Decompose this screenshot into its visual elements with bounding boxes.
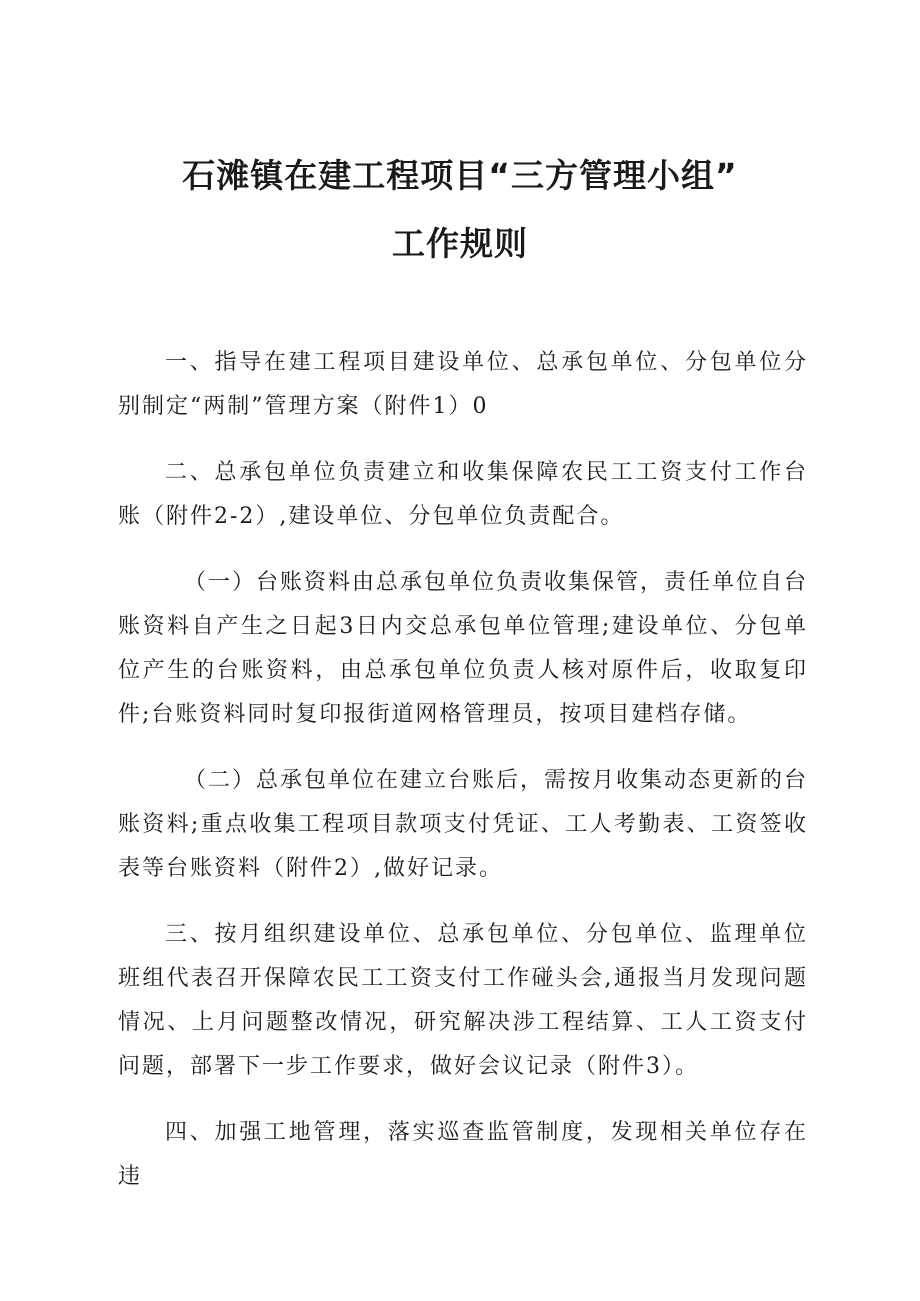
paragraph-4: 四、加强工地管理，落实巡查监管制度，发现相关单位存在违 <box>118 1120 808 1189</box>
document-title-line-1: 石滩镇在建工程项目“三方管理小组” <box>182 156 738 195</box>
paragraph-2-sub-1: （一）台账资料由总承包单位负责收集保管，责任单位自台账资料自产生之日起3日内交总承包单位管理;建设单位、分包单位产生的台账资料，由总承包单位负责人核对原件后，收取复印件;台账资料同时复印报街道网格管理员，按项目建档存储。 <box>118 570 809 727</box>
paragraph-3: 三、按月组织建设单位、总承包单位、分包单位、监理单位班组代表召开保障农民工工资支付工作碰头会,通报当月发现问题情况、上月问题整改情况，研究解决涉工程结算、工人工资支付问题，部署下一步工作要求，做好会议记录（附件3）。 <box>118 922 808 1079</box>
paragraph-2: 二、总承包单位负责建立和收集保障农民工工资支付工作台账（附件2-2）,建设单位、分包单位负责配合。 <box>118 460 808 529</box>
paragraph-1: 一、指导在建工程项目建设单位、总承包单位、分包单位分别制定“两制”管理方案（附件1）0 <box>118 350 808 419</box>
document-title-line-2: 工作规则 <box>392 224 528 263</box>
paragraph-2-sub-2: （二）总承包单位在建立台账后，需按月收集动态更新的台账资料;重点收集工程项目款项支付凭证、工人考勤表、工资签收表等台账资料（附件2）,做好记录。 <box>118 768 809 881</box>
